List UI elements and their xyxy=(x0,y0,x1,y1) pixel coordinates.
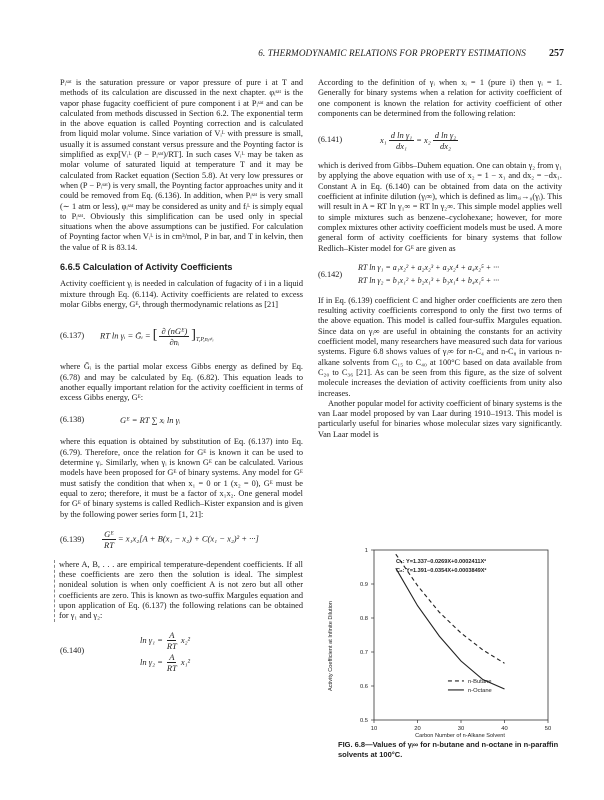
partial-molar-paragraph: where Ḡᵢ is the partial molar excess Gibbs energy as defined by Eq. (6.78) and may be calculated by Eq. (6.82). This equation leads to another equally important relation for the activity coefficient in terms of excess Gibbs energy, Gᴱ: xyxy=(60,362,303,403)
equation-numerator: A xyxy=(169,652,175,663)
equation-subscript: T,P,nⱼ≠ᵢ xyxy=(195,336,214,343)
page-number: 257 xyxy=(549,48,564,59)
margules-paragraph: where A, B, . . . are empirical temperature-dependent coefficients. If all these coefficients are zero then the solution is ideal. The simplest nonideal solution is when only coefficient A is not zero but all other coefficients are zero. This is known as two-suffix Margules equation and upon application of Eq. (6.137) the following relations can be obtained for γ₁ and γ₂: xyxy=(54,560,303,622)
figure-6-8 xyxy=(322,536,562,768)
equation-annotation-c8: C₈: Y=1.391−0.0354X+0.0003849X² xyxy=(396,568,487,574)
equation-number: (6.140) xyxy=(60,646,85,656)
equation-denominator: RT xyxy=(166,641,177,652)
equation-6140 xyxy=(60,628,303,676)
figure-caption: FIG. 6.8—Values of γᵢ∞ for n-butane and n-octane in n-paraffin solvents at 100°C. xyxy=(338,740,559,759)
y-tick-label: 0.5 xyxy=(359,718,368,724)
van-laar-paragraph: Another popular model for activity coefficient of binary systems is the van Laar model proposed by van Laar during 1910–1913. This model is particularly useful for binaries whose molecular sizes vary significantly. Van Laar model is xyxy=(318,398,562,439)
equation-tail: x₂² xyxy=(180,635,191,646)
equation-tail: x₁² xyxy=(180,657,191,668)
x-tick-label: 20 xyxy=(414,726,421,732)
equation-6139 xyxy=(60,526,303,554)
equation-numerator: A xyxy=(169,630,175,641)
equation-numerator: ∂ (nGᴱ) xyxy=(161,325,188,336)
legend-label-n-octane: n-Octane xyxy=(467,687,492,694)
equation-numerator: d ln γ₁ xyxy=(390,129,413,140)
equation-6138 xyxy=(60,409,303,431)
equation-lhs: RT ln γᵢ = Ḡᵢ = xyxy=(100,330,151,341)
equation-number: (6.141) xyxy=(318,135,343,145)
x-tick-label: 40 xyxy=(501,726,508,732)
left-column xyxy=(60,78,303,682)
activity-coefficient-chart xyxy=(322,536,562,740)
y-tick-label: 0.8 xyxy=(359,616,368,622)
gibbs-duhem-paragraph: which is derived from Gibbs–Duhem equation. One can obtain γ₂ from γ₁ by applying the above equation with use of x₂ = 1 − x₁ and dx₂ = −dx₁. Constant A in Eq. (6.140) can be obtained from data on the activity coefficient at infinite dilution (γᵢ∞), which is defined as limₓᵢ→₀(γᵢ). This will result in A = RT ln γ₁∞ = RT ln γ₂∞. This simple model applies well to simple mixtures such as benzene–cyclohexane; however, for more complex mixtures other activity coefficient models must be used. A more general form of activity coefficients for binary systems that follow Redlich–Kister model for Gᴱ are given as xyxy=(318,161,562,253)
equation-numerator: Gᴱ xyxy=(104,529,114,540)
equation-number: (6.138) xyxy=(60,415,85,425)
definition-paragraph: According to the definition of γᵢ when xᵢ = 1 (pure i) then γᵢ = 1. Generally for binary systems when a relation for activity coefficient of one component is known the relation for activity coefficient of other components can be determined from the following relation: xyxy=(318,78,562,118)
equation-lhs: ln γ₁ = xyxy=(140,635,163,646)
y-tick-label: 0.7 xyxy=(359,650,368,656)
running-title: 6. THERMODYNAMIC RELATIONS FOR PROPERTY ESTIMATIONS xyxy=(258,48,526,58)
legend-label-n-butane: n-Butane xyxy=(467,678,492,685)
equation-denominator: dx₁ xyxy=(395,140,407,151)
equation-6142 xyxy=(318,260,562,290)
equation-denominator: RT xyxy=(166,663,177,674)
series-line-n-octane xyxy=(396,568,505,689)
y-tick-label: 0.6 xyxy=(359,684,368,690)
equation-x1: x₁ xyxy=(380,135,387,146)
equation-number: (6.137) xyxy=(60,331,85,341)
equation-number: (6.142) xyxy=(318,269,343,279)
gibbs-model-paragraph: where this equation is obtained by substitution of Eq. (6.137) into Eq. (6.79). Therefore, once the relation for Gᴱ is known it can be used to determine γᵢ. Similarly, when γᵢ is known Gᴱ can be calculated. Various models have been proposed for Gᴱ of binary systems. Any model for Gᴱ must satisfy the condition that when x₁ = 0 or 1 (x₂ = 0), Gᴱ must be equal to zero; therefore, it must be a factor of x₁x₂. One general model for Gᴱ of binary systems is called Redlich–Kister expansion and is given by the following power series form [1, 21]: xyxy=(60,437,303,519)
x-axis-label: Carbon Number of n-Alkane Solvent xyxy=(415,733,505,739)
right-column xyxy=(318,78,562,440)
section-heading: 6.6.5 Calculation of Activity Coefficients xyxy=(60,262,233,273)
equation-denominator: RT xyxy=(104,540,114,551)
equation-body: Gᴱ = RT ∑ xᵢ ln γᵢ xyxy=(120,415,181,426)
equation-mid: = x₂ xyxy=(416,135,431,146)
equation-number: (6.139) xyxy=(60,534,85,544)
equation-6137: (6.137) RT ln γᵢ = Ḡᵢ = [ $\frac{\text{∂ (nGᴱ)}}{\text{∂nᵢ}}$ ]$_{T,P,nⱼ\ne ᵢ}$ xyxy=(60,325,214,347)
equation-line: RT ln γ₂ = b₁x₁² + b₂x₁³ + b₃x₁⁴ + b₄x₁⁵ + ··· xyxy=(358,276,500,286)
equation-rhs: = x₁x₂[A + B(x₁ − x₂) + C(x₁ − x₂)² + ···] xyxy=(117,533,259,544)
equation-denominator: dx₂ xyxy=(439,140,451,151)
intro-paragraph: Pᵢˢᵃᵗ is the saturation pressure or vapor pressure of pure i at T and methods of its calculation are discussed in the next chapter. φᵢˢᵃᵗ is the vapor phase fugacity coefficient of pure component i at Pᵢˢᵃᵗ and can be calculated from methods discussed in Section 6.2. The exponential term in the above equation is called Poynting correction and is calculated from liquid molar volume. Since variation of Vᵢᴸ with pressure is small, usually it is assumed constant versus pressure and the Poynting factor is simplified as exp[Vᵢᴸ (P − Pᵢˢᵃᵗ)/RT]. In such cases Vᵢᴸ may be taken as molar volume of saturated liquid at temperature T and it may be calculated from Racket equation (Section 5.8). At very low pressures or when (P − Pᵢˢᵃᵗ) is very small, the Poynting factor approaches unity and it could be removed from Eq. (6.136). In addition, when Pᵢˢᵃᵗ is very small (∼ 1 atm or less), φᵢˢᵃᵗ may be considered as unity and fᵢᴸ is simply equal to Pᵢˢᵃᵗ. Obviously this simplification can be used only in special situations when the above assumptions can be justified. For calculation of Poynting factor when Vᵢᴸ is in cm³/mol, P in bar, and T in kelvin, then the value of R is 83.14. xyxy=(60,78,303,252)
equation-line: RT ln γ₁ = a₁x₂² + a₂x₂³ + a₃x₂⁴ + a₄x₂⁵ + ··· xyxy=(358,263,500,273)
x-tick-label: 30 xyxy=(457,726,465,732)
y-tick-label: 0.9 xyxy=(359,582,368,588)
x-tick-label: 10 xyxy=(370,726,378,732)
x-tick-label: 50 xyxy=(544,726,552,732)
running-header xyxy=(0,48,604,62)
y-tick-label: 1 xyxy=(364,548,368,554)
equation-6141 xyxy=(318,125,562,155)
equation-lhs: ln γ₂ = xyxy=(140,657,163,668)
activity-paragraph: Activity coefficient γᵢ is needed in calculation of fugacity of i in a liquid mixture through Eq. (6.114). Activity coefficients are related to excess molar Gibbs energy, Gᴱ, through thermodynamic relations as [21] xyxy=(60,279,303,309)
equation-numerator: d ln γ₂ xyxy=(434,129,457,140)
equation-denominator: ∂nᵢ xyxy=(169,336,180,347)
equation-annotation-c4: C₄: Y=1.337−0.0269X+0.0002411X² xyxy=(396,559,487,565)
four-suffix-paragraph: If in Eq. (6.139) coefficient C and higher order coefficients are zero then resulting activity coefficients correspond to only the first two terms of the above equation. This model is called four-suffix Margules equation. Since data on γᵢ∞ are useful in obtaining the constants for an activity coefficient model, many researchers have measured such data for various systems. Figure 6.8 shows values of γᵢ∞ for n-C₄ and n-C₈ in various n-alkane solvents from C₁₅ to C₄₀ at 100°C based on data available from C₂₀ to C₃₆ [21]. As can be seen from this figure, as the size of solvent molecule increases the deviation of activity coefficients from unity also increases. xyxy=(318,295,562,398)
y-axis-label: Activity Coefficient at Infinite Dilution xyxy=(328,600,334,692)
